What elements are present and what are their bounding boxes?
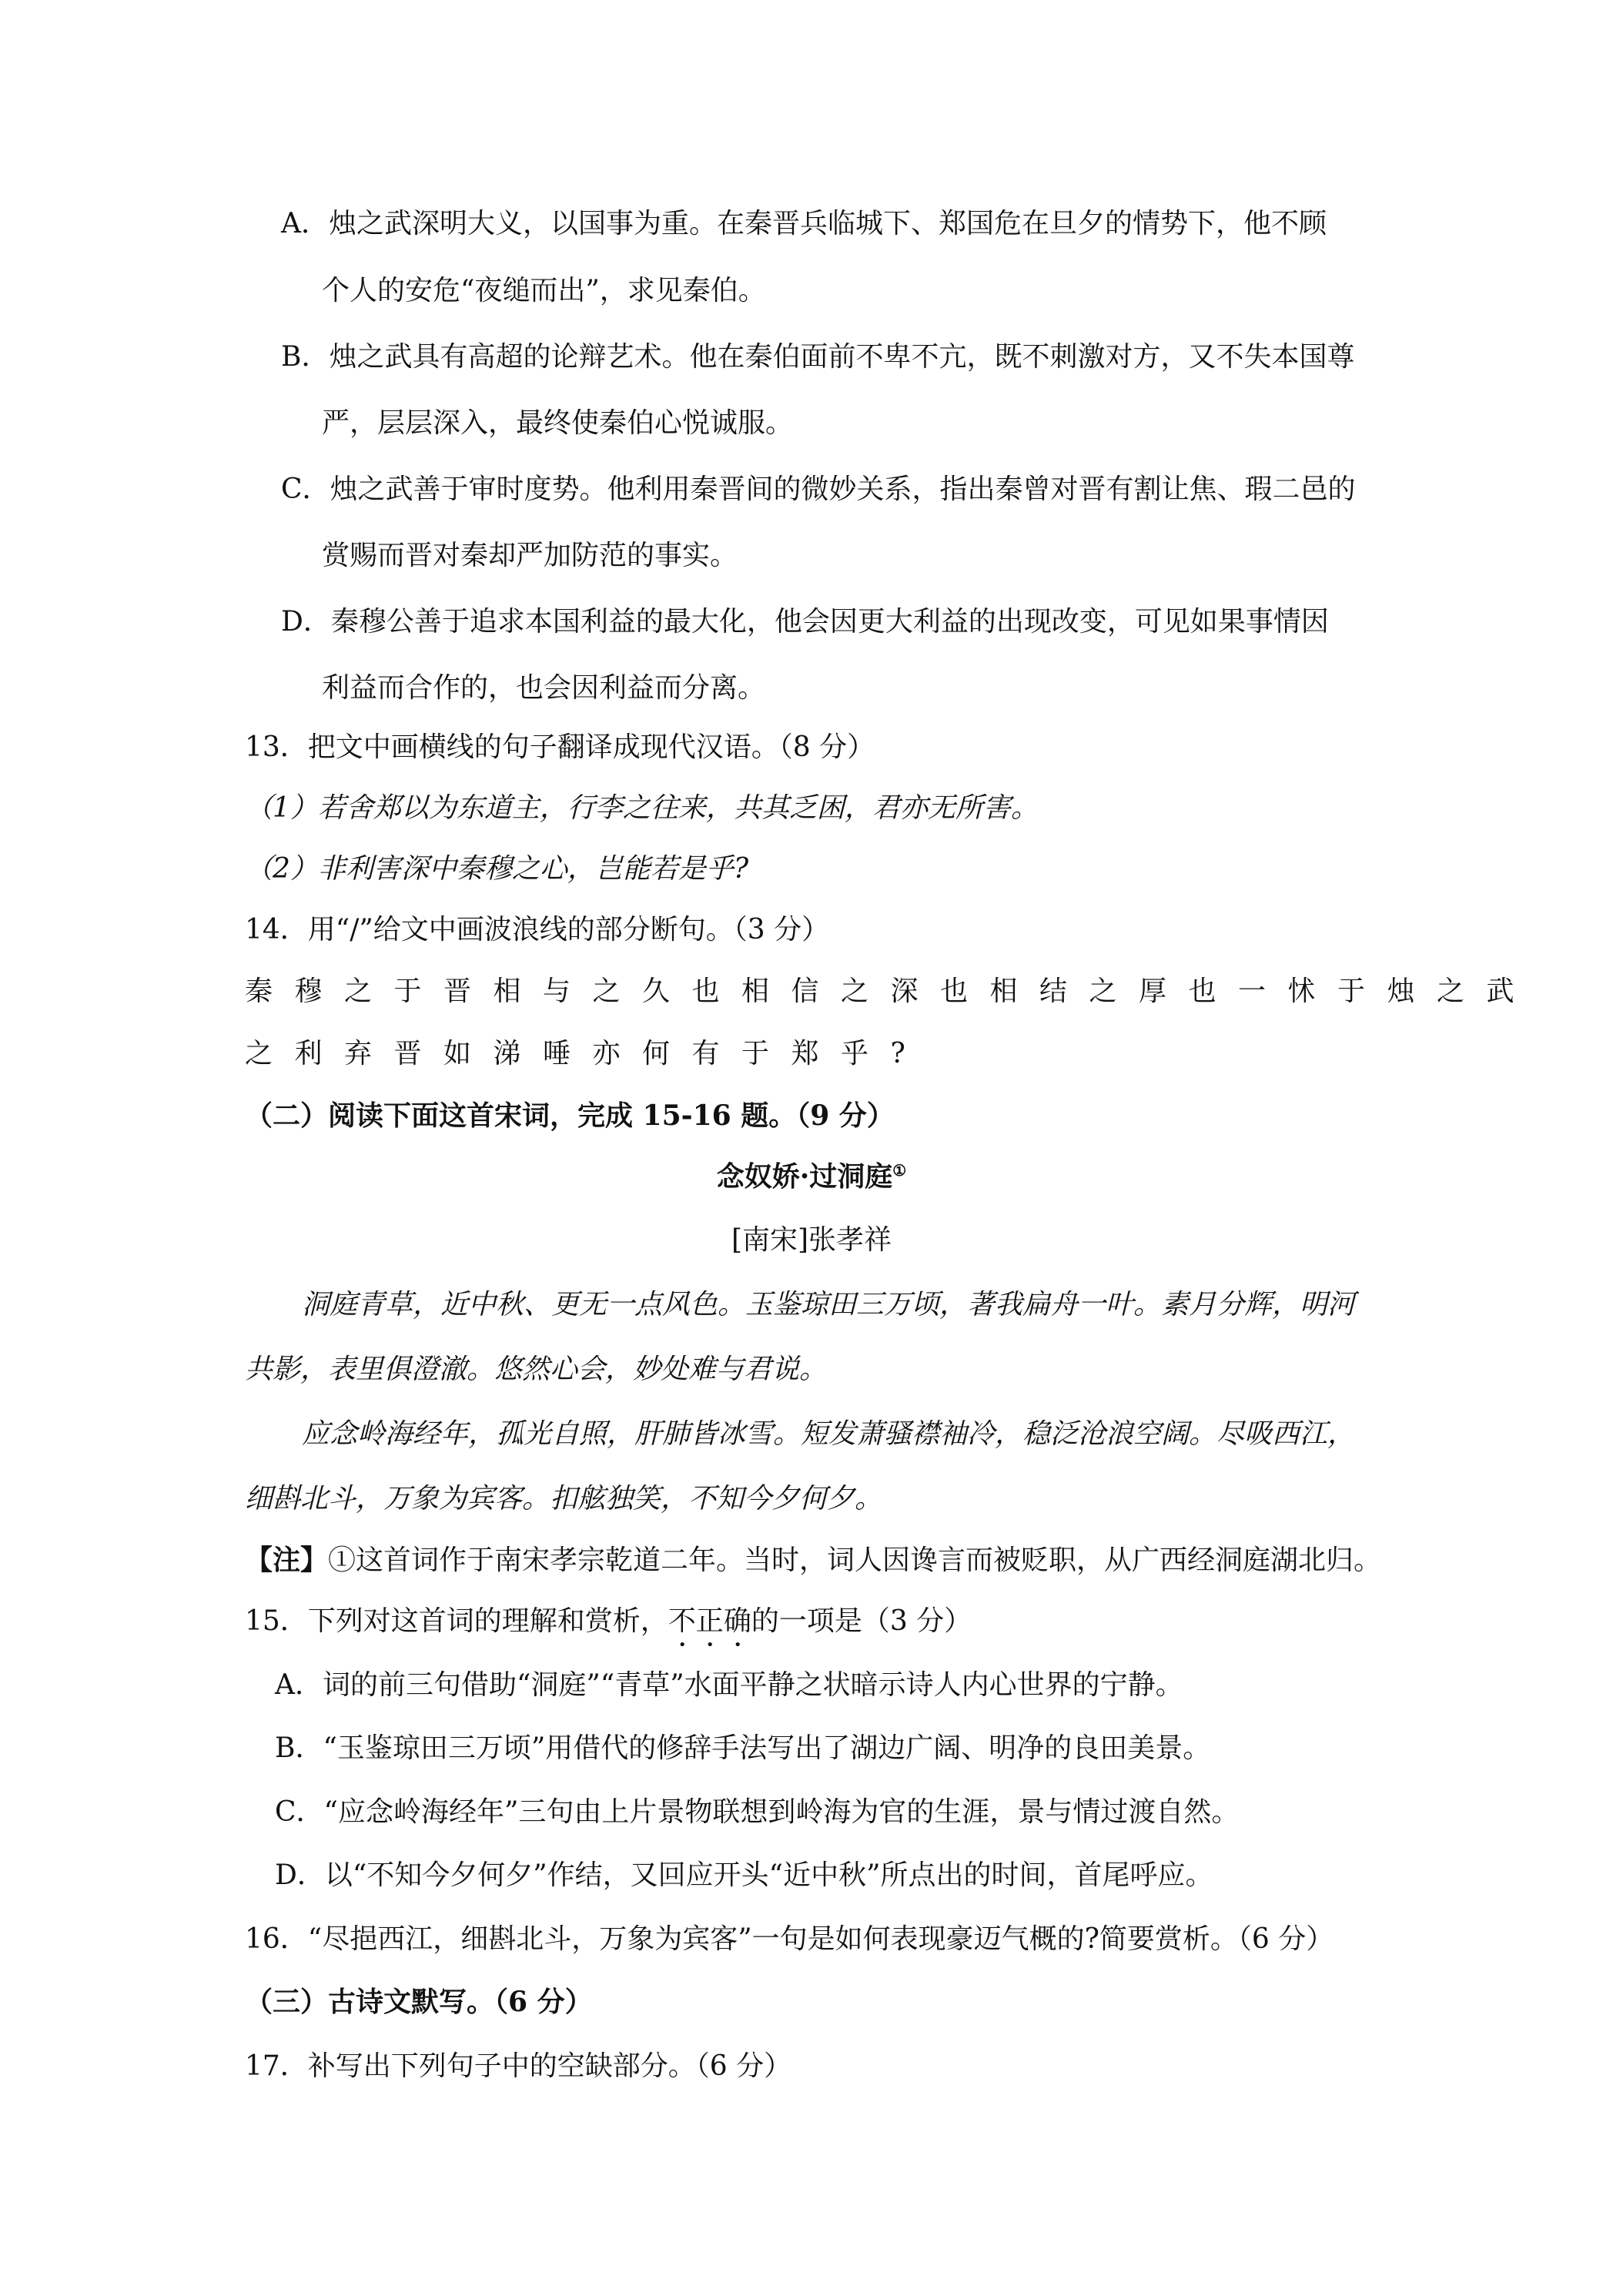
q12-option-d-line2: 利益而合作的，也会因利益而分离。 xyxy=(322,672,766,704)
q15-stem-pre: 15．下列对这首词的理解和赏析， xyxy=(245,1605,668,1637)
poem-author: [南宋]张孝祥 xyxy=(731,1224,892,1256)
q12-option-c-line1: C．烛之武善于审时度势。他利用秦晋间的微妙关系，指出秦曾对晋有割让焦、瑕二邑的 xyxy=(281,474,1356,505)
poem-para1-line1: 洞庭青草，近中秋、更无一点风色。玉鉴琼田三万顷，著我扁舟一叶。素月分辉，明河 xyxy=(302,1289,1356,1320)
q12-option-a-line2: 个人的安危“夜缒而出”，求见秦伯。 xyxy=(322,275,766,306)
q13-stem: 13．把文中画横线的句子翻译成现代汉语。（8 分） xyxy=(245,731,875,763)
q14-text-line1: 秦穆之于晋相与之久也相信之深也相结之厚也一怵于烛之武 xyxy=(245,976,1537,1007)
poem-para1-line2: 共影，表里俱澄澈。悠然心会，妙处难与君说。 xyxy=(245,1354,828,1385)
poem-title-line xyxy=(0,1160,1623,1194)
q12-option-c-line2: 赏赐而晋对秦却严加防范的事实。 xyxy=(322,540,738,571)
section-3-heading: （三）古诗文默写。（6 分） xyxy=(245,1986,593,2018)
q12-option-b-line2: 严，层层深入，最终使秦伯心悦诚服。 xyxy=(322,407,794,439)
poem-note xyxy=(245,1543,1381,1578)
q16-stem: 16．“尽挹西江，细斟北斗，万象为宾客”一句是如何表现豪迈气概的?简要赏析。（6 分） xyxy=(245,1923,1334,1955)
q15-option-d: D．以“不知今夕何夕”作结，又回应开头“近中秋”所点出的时间，首尾呼应。 xyxy=(275,1859,1213,1891)
q12-option-d-line1: D．秦穆公善于追求本国利益的最大化，他会因更大利益的出现改变，可见如果事情因 xyxy=(281,606,1329,638)
q15-stem-post: 的一项是（3 分） xyxy=(751,1605,972,1637)
poem-para2-line2: 细斟北斗，万象为宾客。扣舷独笑，不知今夕何夕。 xyxy=(245,1483,883,1514)
q15-stem xyxy=(245,1604,972,1653)
q14-text-line2: 之利弃晋如涕唾亦何有于郑乎? xyxy=(245,1038,928,1069)
q12-option-a-line1: A．烛之武深明大义，以国事为重。在秦晋兵临城下、郑国危在旦夕的情势下，他不顾 xyxy=(281,208,1327,239)
section-2-heading: （二）阅读下面这首宋词，完成 15-16 题。（9 分） xyxy=(245,1099,895,1132)
q15-option-a: A．词的前三句借助“洞庭”“青草”水面平静之状暗示诗人内心世界的宁静。 xyxy=(275,1669,1183,1701)
q12-option-b-line1: B．烛之武具有高超的论辩艺术。他在秦伯面前不卑不亢，既不刺激对方，又不失本国尊 xyxy=(281,341,1355,373)
q15-option-c: C．“应念岭海经年”三句由上片景物联想到岭海为官的生涯，景与情过渡自然。 xyxy=(275,1796,1240,1828)
q13-sentence-2: （2）非利害深中秦穆之心，岂能若是乎? xyxy=(245,853,749,885)
q15-stem-emphasis: 不正确 xyxy=(668,1605,751,1637)
q15-option-b: B．“玉鉴琼田三万顷”用借代的修辞手法写出了湖边广阔、明净的良田美景。 xyxy=(275,1732,1211,1764)
note-text: ①这首词作于南宋孝宗乾道二年。当时，词人因谗言而被贬职，从广西经洞庭湖北归。 xyxy=(328,1545,1382,1576)
poem-title: 念奴娇·过洞庭 xyxy=(716,1160,893,1193)
note-tag: 【注】 xyxy=(245,1544,329,1576)
q17-stem: 17．补写出下列句子中的空缺部分。（6 分） xyxy=(245,2050,792,2082)
poem-para2-line1: 应念岭海经年，孤光自照，肝肺皆冰雪。短发萧骚襟袖冷，稳泛沧浪空阔。尽吸西江， xyxy=(302,1418,1356,1450)
poem-note-mark: ① xyxy=(892,1161,907,1180)
q13-sentence-1: （1）若舍郑以为东道主，行李之往来，共其乏困，君亦无所害。 xyxy=(245,792,1039,824)
q14-stem: 14．用“/”给文中画波浪线的部分断句。（3 分） xyxy=(245,914,830,946)
